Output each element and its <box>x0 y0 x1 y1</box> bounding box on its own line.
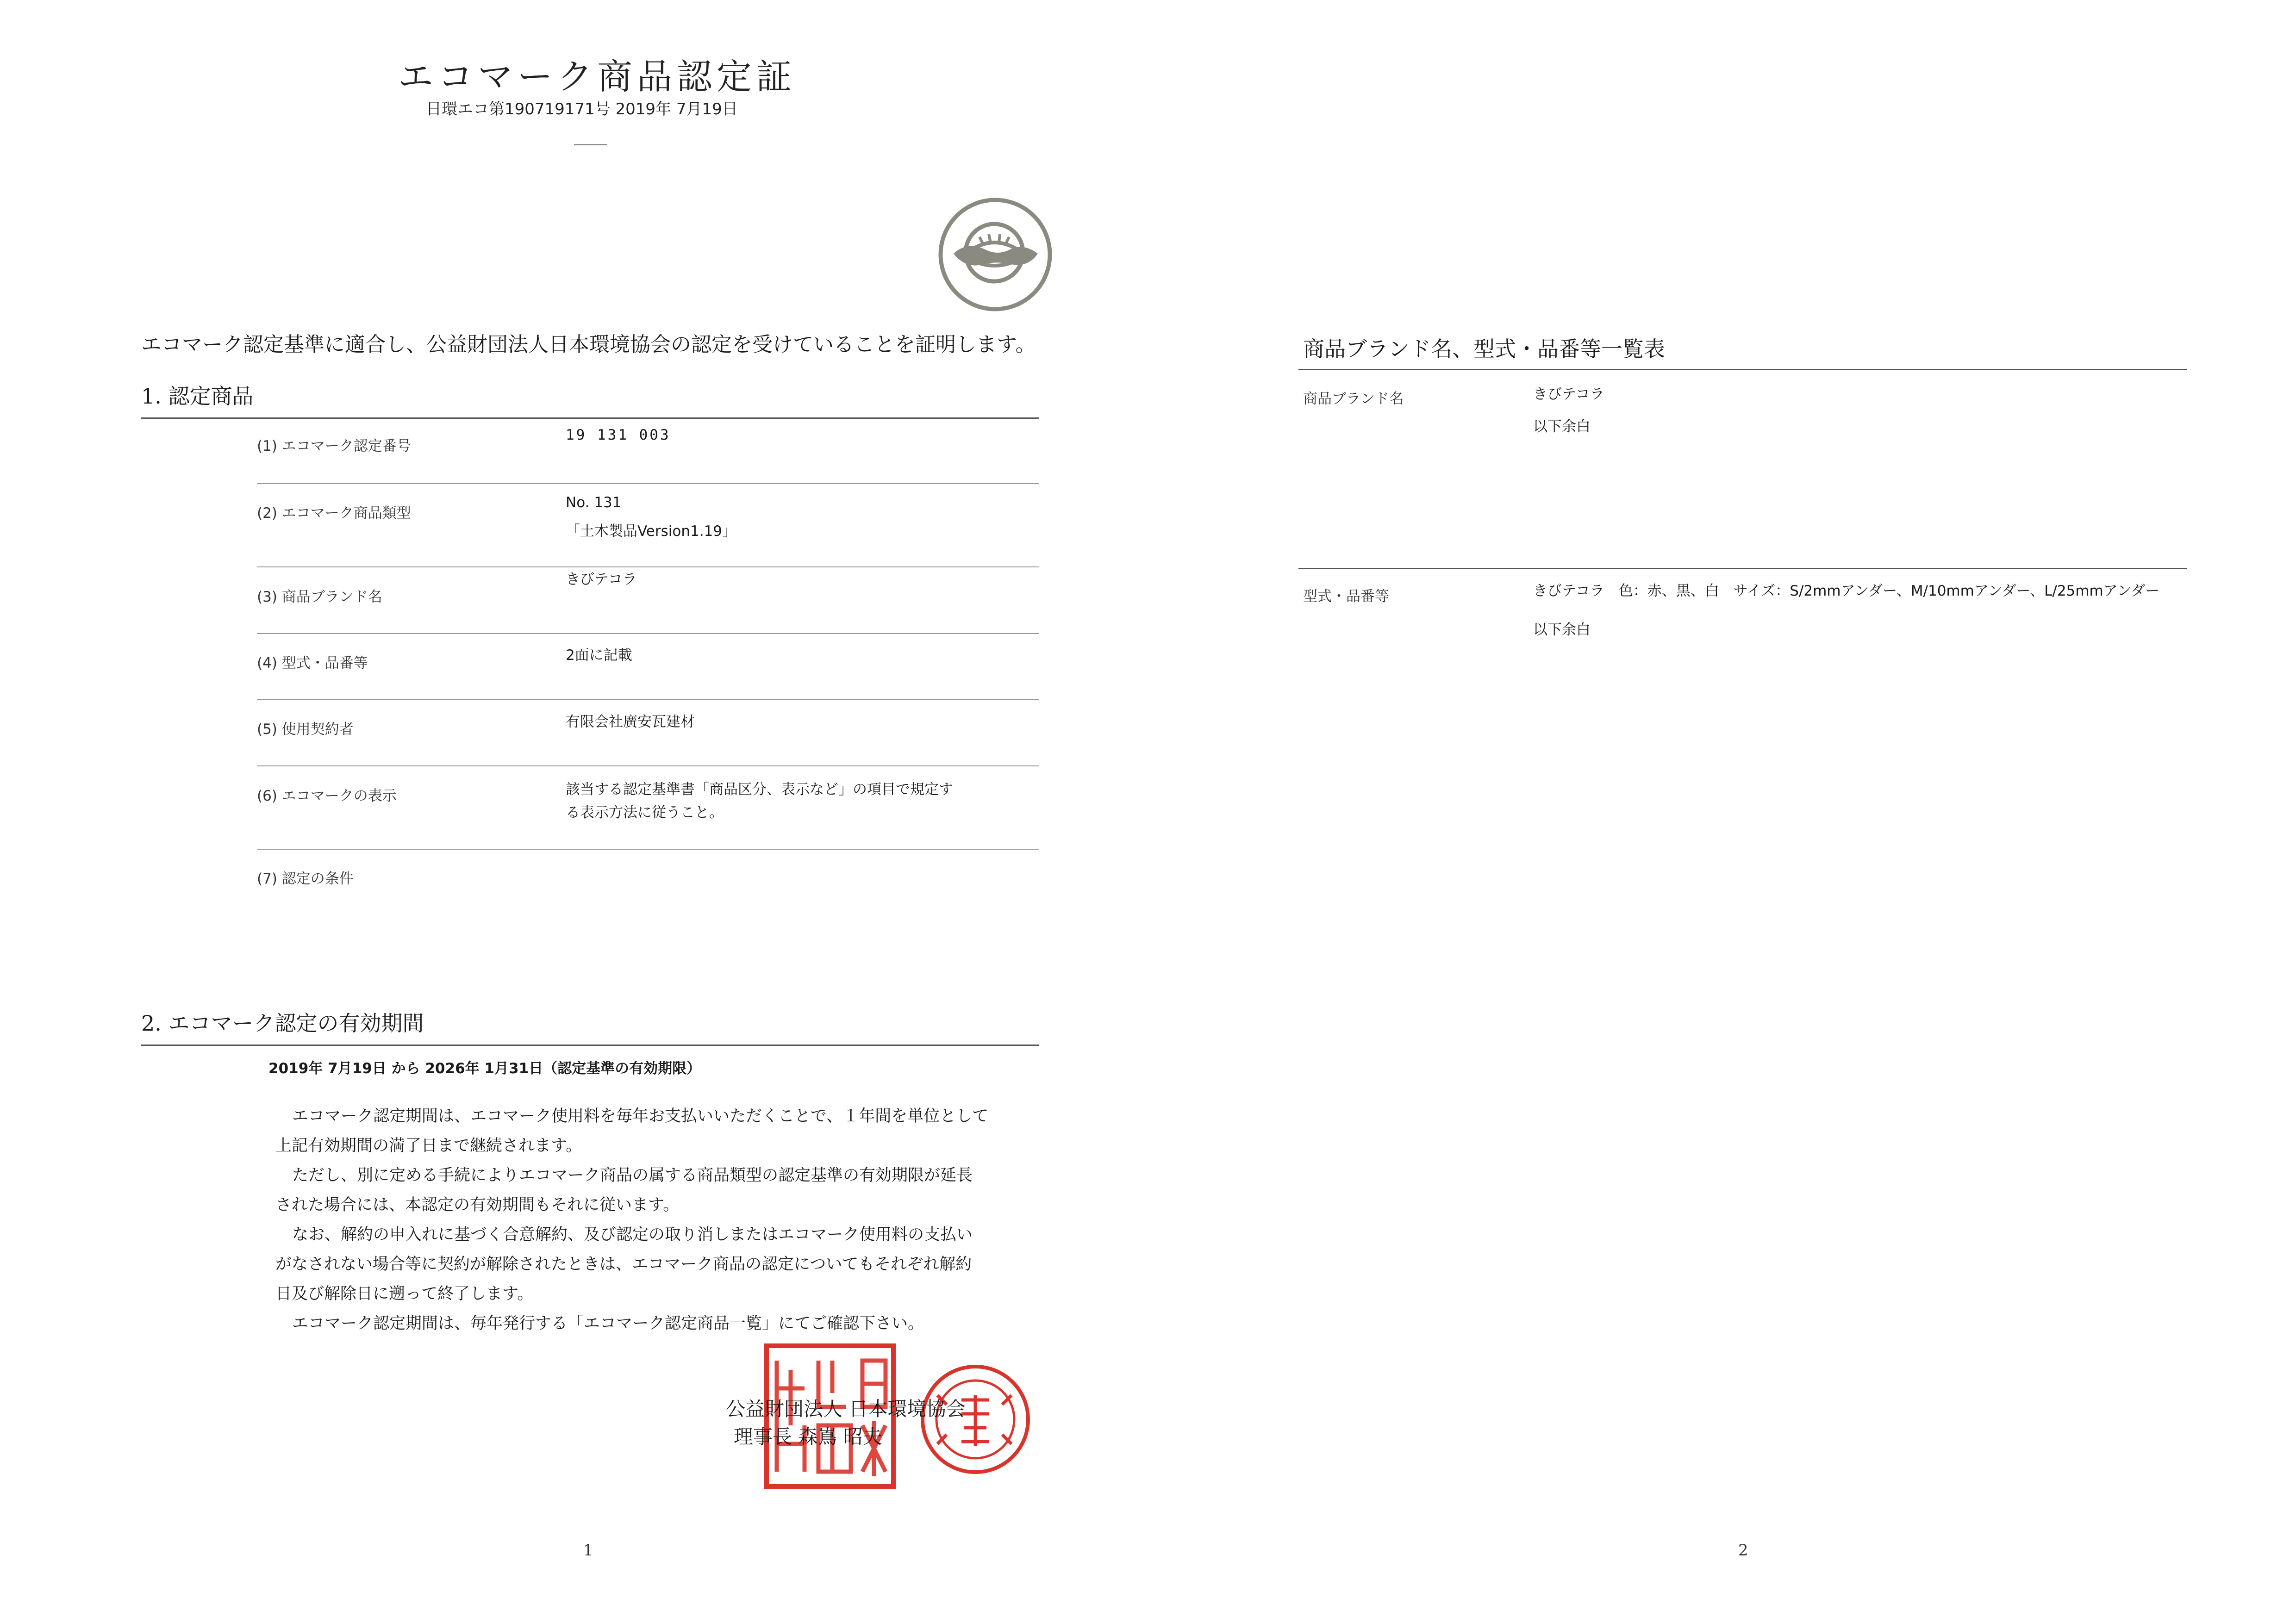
brand-name-value: きびテコラ <box>1533 386 1604 403</box>
issuer-representative: 理事長 森嶌 昭夫 <box>734 1425 882 1448</box>
row-label-conditions: (7) 認定の条件 <box>257 871 354 887</box>
row-label-licensee: (5) 使用契約者 <box>257 721 354 738</box>
section2-heading: 2. エコマーク認定の有効期間 <box>141 1011 424 1036</box>
validity-period: 2019年 7月19日 から 2026年 1月31日（認定基準の有効期限） <box>268 1060 701 1077</box>
brand-name-label: 商品ブランド名 <box>1303 391 1404 407</box>
list-title-rule <box>1298 369 2187 370</box>
para-line: エコマーク認定期間は、毎年発行する「エコマーク認定商品一覧」にてご確認下さい。 <box>292 1314 924 1333</box>
list-divider <box>1298 568 2187 569</box>
ecomark-logo-icon <box>935 194 1055 315</box>
page-number-1: 1 <box>583 1541 593 1560</box>
brand-remainder-blank: 以下余白 <box>1533 418 1591 435</box>
row-value-category-no: No. 131 <box>566 494 622 511</box>
certification-statement: エコマーク認定基準に適合し、公益財団法人日本環境協会の認定を受けていることを証明します。 <box>141 333 1036 356</box>
row-label-display: (6) エコマークの表示 <box>257 788 397 804</box>
brand-model-list-title: 商品ブランド名、型式・品番等一覧表 <box>1303 336 1665 361</box>
para-line: 上記有効期間の満了日まで継続されます。 <box>275 1137 582 1155</box>
row-value-licensee: 有限会社廣安瓦建材 <box>566 714 695 730</box>
section1-rule <box>141 417 1039 419</box>
row-value-brand-name: きびテコラ <box>566 571 637 588</box>
row-divider <box>257 633 1039 634</box>
para-line: エコマーク認定期間は、エコマーク使用料を毎年お支払いいただくことで、１年間を単位として <box>292 1107 989 1126</box>
model-label: 型式・品番等 <box>1303 588 1389 605</box>
certificate-number-date: 日環エコ第190719171号 2019年 7月19日 <box>426 100 738 118</box>
row-value-model: 2面に記載 <box>566 647 632 664</box>
section2-rule <box>141 1045 1039 1046</box>
para-line: された場合には、本認定の有効期間もそれに従います。 <box>275 1196 680 1214</box>
page-number-2: 2 <box>1738 1541 1748 1560</box>
issuer-organization: 公益財団法人 日本環境協会 <box>726 1398 966 1420</box>
row-label-brand-name: (3) 商品ブランド名 <box>257 589 382 605</box>
row-label-model: (4) 型式・品番等 <box>257 655 368 672</box>
row-label-cert-number: (1) エコマーク認定番号 <box>257 438 411 454</box>
certificate-title: エコマーク商品認定証 <box>398 56 796 97</box>
row-divider <box>257 849 1039 850</box>
row-divider <box>257 483 1039 484</box>
section1-heading: 1. 認定商品 <box>141 384 254 409</box>
model-remainder-blank: 以下余白 <box>1533 622 1591 638</box>
validity-explanation <box>275 1101 1039 1338</box>
row-divider <box>257 765 1039 766</box>
row-value-cert-number: 19 131 003 <box>566 427 671 443</box>
para-line: がなされない場合等に契約が解除されたときは、エコマーク商品の認定についてもそれぞれ解約 <box>275 1255 972 1274</box>
row-value-display-line1: 該当する認定基準書「商品区分、表示など」の項目で規定す <box>566 781 953 798</box>
title-divider <box>574 144 607 145</box>
para-line: 日及び解除日に遡って終了します。 <box>275 1285 534 1303</box>
model-value: きびテコラ 色：赤、黒、白 サイズ：S/2mmアンダー、M/10mmアンダー、L/25mmアンダー <box>1533 583 2160 599</box>
row-value-display-line2: る表示方法に従うこと。 <box>566 804 724 821</box>
row-label-product-category: (2) エコマーク商品類型 <box>257 505 411 522</box>
row-divider <box>257 699 1039 700</box>
row-value-category-name: 「土木製品Version1.19」 <box>566 523 737 540</box>
para-line: ただし、別に定める手続によりエコマーク商品の属する商品類型の認定基準の有効期限が延長 <box>292 1166 973 1185</box>
para-line: なお、解約の申入れに基づく合意解約、及び認定の取り消しまたはエコマーク使用料の支払い <box>292 1225 973 1244</box>
row-divider <box>257 566 1039 567</box>
